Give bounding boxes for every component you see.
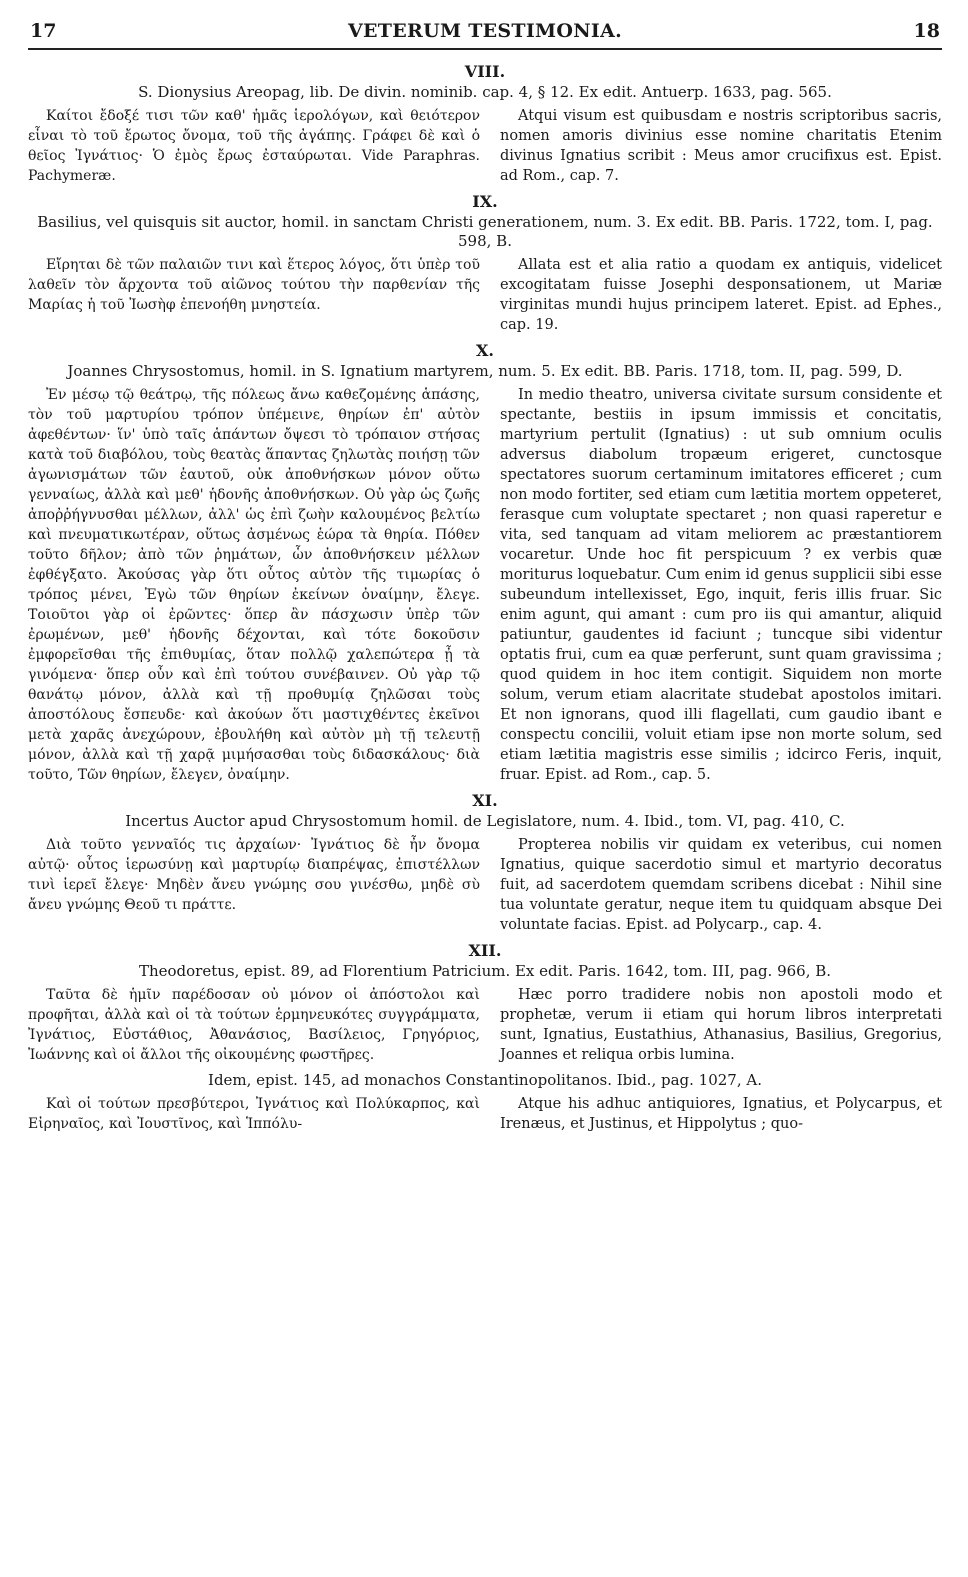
section-viii bbox=[28, 62, 942, 186]
parallel-columns bbox=[28, 255, 942, 335]
parallel-columns bbox=[28, 385, 942, 785]
header-rule bbox=[28, 48, 942, 50]
section-source: Basilius, vel quisquis sit auctor, homil. in sanctam Christi generationem, num. 3. Ex edit. BB. Paris. 1722, tom. I, pag. 598, B. bbox=[37, 213, 933, 250]
latin-text: Allata est et alia ratio a quodam ex antiquis, videlicet excogitatam fuisse Josephi desponsationem, ut Mariæ virginitas mundi hujus principem lateret. Epist. ad Ephes., cap. 19. bbox=[500, 257, 942, 333]
section-xi bbox=[28, 791, 942, 935]
section-number: XII. bbox=[468, 941, 502, 960]
greek-text: Ἐν μέσῳ τῷ θεάτρῳ, τῆς πόλεως ἄνω καθεζομένης ἁπάσης, τὸν τοῦ μαρτυρίου τρόπον ὑπέμεινε, θηρίων ἐπ' αὐτὸν ἀφεθέντων· ἵν' ὑπὸ ταῖς ἁπάντων ὄψεσι τὸ τρόπαιον στήσας κατὰ τοῦ διαβόλου, τοὺς θεατὰς ἅπαντας ζηλωτὰς ποιήσῃ τῶν ἀγωνισμάτων τῶν ἑαυτοῦ, οὐκ ἀποθνήσκων μόνον οὕτω γενναίως, ἀλλὰ καὶ μεθ' ἡδονῆς ἀποθνήσκων. Οὐ γὰρ ὡς ζωῆς ἀποῤῥήγνυσθαι μέλλων, ἀλλ' ὡς ἐπὶ ζωὴν καλουμένος βελτίω καὶ πνευματικωτέραν, οὕτως ἀσμένως ἑώρα τὰ θηρία. Πόθεν τοῦτο δῆλον; ἀπὸ τῶν ῥημάτων, ὧν ἀποθνήσκειν μέλλων ἐφθέγξατο. Ἀκούσας γὰρ ὅτι οὗτος αὐτὸν τῆς τιμωρίας ὁ τρόπος μένει, Ἐγὼ τῶν θηρίων ἐκείνων ὀναίμην, ἔλεγε. Τοιοῦτοι γὰρ οἱ ἐρῶντες· ὅπερ ἂν πάσχωσιν ὑπὲρ τῶν ἐρωμένων, μεθ' ἡδονῆς δέχονται, καὶ τότε δοκοῦσιν ἐμφορεῖσθαι τῆς ἐπιθυμίας, ὅταν πολλῷ χαλεπώτερα ᾖ τὰ γινόμενα· ὅπερ οὖν καὶ ἐπὶ τούτου συνέβαινεν. Οὐ γὰρ τῷ θανάτῳ μόνον, ἀλλὰ καὶ τῇ προθυμίᾳ ζηλῶσαι τοὺς ἀποστόλους ἔσπευδε· καὶ ἀκούων ὅτι μαστιχθέντες ἐκεῖνοι μετὰ χαρᾶς ἀνεχώρουν, ἐβουλήθη καὶ αὐτὸν μὴ τῇ τελευτῇ μόνον, ἀλλὰ καὶ τῇ χαρᾷ μιμήσασθαι τοὺς διδασκάλους· διὰ τοῦτο, Τῶν θηρίων, ἔλεγεν, ὀναίμην. bbox=[28, 387, 480, 783]
latin-text: Atqui visum est quibusdam e nostris scriptoribus sacris, nomen amoris divinius esse nomine charitatis Etenim divinus Ignatius scribit : Meus amor crucifixus est. Epist. ad Rom., cap. 7. bbox=[500, 108, 942, 184]
running-header bbox=[30, 20, 940, 46]
section-source: Incertus Auctor apud Chrysostomum homil. de Legislatore, num. 4. Ibid., tom. VI, pag. 410, C. bbox=[125, 812, 845, 830]
section-number: IX. bbox=[472, 192, 498, 211]
greek-text: Ταῦτα δὲ ἡμῖν παρέδοσαν οὐ μόνον οἱ ἀπόστολοι καὶ προφῆται, ἀλλὰ καὶ οἱ τὰ τούτων ἑρμηνευκότες συγγράμματα, Ἰγνάτιος, Εὐστάθιος, Ἀθανάσιος, Βασίλειος, Γρηγόριος, Ἰωάννης καὶ οἱ ἄλλοι τῆς οἰκουμένης φωστῆρες. bbox=[28, 987, 480, 1063]
section-source: Theodoretus, epist. 89, ad Florentium Patricium. Ex edit. Paris. 1642, tom. III, pag. 966, B. bbox=[138, 962, 832, 980]
section-ix bbox=[28, 192, 942, 335]
latin-text: Atque his adhuc antiquiores, Ignatius, et Polycarpus, et Irenæus, et Justinus, et Hippolytus ; quo- bbox=[500, 1096, 942, 1132]
greek-text: Καὶ οἱ τούτων πρεσβύτεροι, Ἰγνάτιος καὶ Πολύκαρπος, καὶ Εἰρηναῖος, καὶ Ἰουστῖνος, καὶ Ἱππόλυ- bbox=[28, 1096, 480, 1132]
greek-text: Διὰ τοῦτο γενναῖός τις ἀρχαίων· Ἰγνάτιος δὲ ἦν ὄνομα αὐτῷ· οὗτος ἱερωσύνῃ καὶ μαρτυρίῳ διαπρέψας, ἐπιστέλλων τινὶ ἱερεῖ ἔλεγε· Μηδὲν ἄνευ γνώμης σου γινέσθω, μηδὲ σὺ ἄνευ γνώμης Θεοῦ τι πράττε. bbox=[28, 837, 480, 913]
section-idem bbox=[28, 1071, 942, 1134]
section-xii bbox=[28, 941, 942, 1065]
greek-text: Καίτοι ἔδοξέ τισι τῶν καθ' ἡμᾶς ἱερολόγων, καὶ θειότερον εἶναι τὸ τοῦ ἔρωτος ὄνομα, τοῦ τῆς ἀγάπης. Γράφει δὲ καὶ ὁ θεῖος Ἰγνάτιος· Ὁ ἐμὸς ἔρως ἐσταύρωται. Vide Paraphras. Pachymeræ. bbox=[28, 108, 480, 184]
section-number: XI. bbox=[472, 791, 498, 810]
latin-text: Propterea nobilis vir quidam ex veteribus, cui nomen Ignatius, quique sacerdotio simul et martyrio decoratus fuit, ad sacerdotem quemdam scribens dicebat : Nihil sine tua voluntate geratur, neque item tu quidquam absque Dei voluntate facias. Epist. ad Polycarp., cap. 4. bbox=[500, 837, 942, 933]
testimonia-body bbox=[28, 56, 942, 1134]
latin-text: Hæc porro tradidere nobis non apostoli modo et prophetæ, verum ii etiam qui horum libros interpretati sunt, Ignatius, Eustathius, Athanasius, Basilius, Gregorius, Joannes et reliqua orbis lumina. bbox=[500, 987, 942, 1063]
section-number: X. bbox=[476, 341, 494, 360]
latin-text: In medio theatro, universa civitate sursum considente et spectante, bestiis in ipsum immissis et concitatis, martyrium pertulit (Ignatius) : ut sub omnium oculis adversus diabolum tropæum erigeret, cunctosque spectatores suorum certaminum imitatores efficeret ; cum non modo fortiter, sed etiam cum lætitia mortem oppeteret, ferasque cum voluptate spectaret ; non quasi raperetur e vita, sed tanquam ad vitam meliorem ac præstantiorem vocaretur. Unde hoc fit perspicuum ? ex verbis quæ moriturus loquebatur. Cum enim id genus supplicii sibi esse subeundum intellexisset, Ego, inquit, feris illis fruar. Sic enim agunt, qui amant : cum pro iis qui amantur, aliquid patiuntur, gaudentes id faciunt ; tuncque sibi videntur optatis frui, cum ea quæ perferunt, sunt quam gravissima ; quod quidem in hoc item contigit. Siquidem non morte solum, verum etiam alacritate studebat apostolos imitari. Et non ignorans, quod illi flagellati, cum gaudio ibant e conspectu concilii, voluit etiam ipse non morte solum, sed etiam lætitia magistris esse similis ; idcirco Feris, inquit, fruar. Epist. ad Rom., cap. 5. bbox=[500, 387, 942, 783]
page-number-right: 18 bbox=[913, 20, 940, 42]
section-source: S. Dionysius Areopag, lib. De divin. nominib. cap. 4, § 12. Ex edit. Antuerp. 1633, pag. 565. bbox=[138, 83, 832, 101]
running-title: VETERUM TESTIMONIA. bbox=[347, 20, 623, 42]
parallel-columns bbox=[28, 985, 942, 1065]
greek-text: Εἴρηται δὲ τῶν παλαιῶν τινι καὶ ἕτερος λόγος, ὅτι ὑπὲρ τοῦ λαθεῖν τὸν ἄρχοντα τοῦ αἰῶνος τούτου τὴν παρθενίαν τῆς Μαρίας ἡ τοῦ Ἰωσὴφ ἐπενοήθη μνηστεία. bbox=[28, 257, 480, 313]
section-source: Idem, epist. 145, ad monachos Constantinopolitanos. Ibid., pag. 1027, A. bbox=[208, 1071, 762, 1089]
parallel-columns bbox=[28, 835, 942, 935]
section-source: Joannes Chrysostomus, homil. in S. Ignatium martyrem, num. 5. Ex edit. BB. Paris. 1718, tom. II, pag. 599, D. bbox=[67, 362, 903, 380]
section-number: VIII. bbox=[464, 62, 506, 81]
section-x bbox=[28, 341, 942, 785]
parallel-columns bbox=[28, 106, 942, 186]
parallel-columns bbox=[28, 1094, 942, 1134]
page-number-left: 17 bbox=[30, 20, 57, 42]
